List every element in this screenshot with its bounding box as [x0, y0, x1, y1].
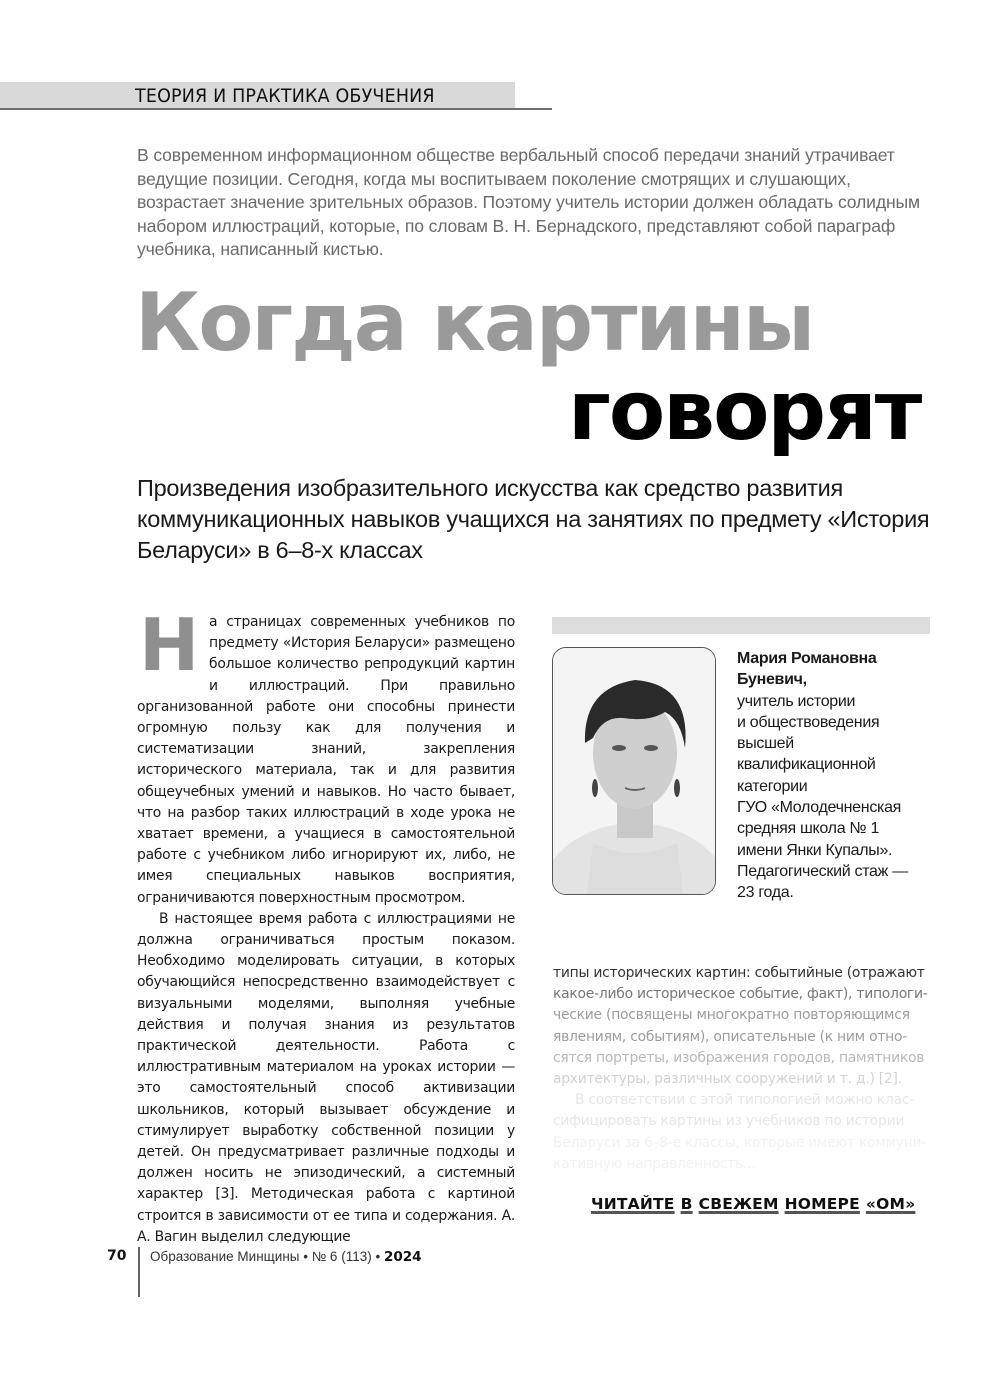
author-detail: ГУО «Молодечненская — [737, 799, 902, 817]
publication-name: Образование Минщины • № 6 (113) • — [150, 1249, 381, 1264]
author-detail: категории — [737, 777, 808, 795]
author-name: Мария Романовна Буневич, — [737, 650, 877, 689]
section-header-rule — [0, 108, 552, 110]
body-paragraph-2: В настоящее время работа с иллюстрациями не должна ограничиваться простым показом. Необходимо моделировать ситуации, в которых обучающийся непосредственно взаимодействует с визуальными моделями, выполняя учебные действия и получая знания из результатов практической деятельности. Работа с иллюстративным материалом на уроках истории — это самостоятельный способ активизации школьников, который вызывает обсуждение и стимулирует выработку собственной позиции у детей. Он предусматривает различные подходы и должен носить не эпизодический, а системный характер [3]. Методическая работа с картиной строится в зависимости от ее типа и содержания. А. А. Вагин выделил следующие — [137, 910, 515, 1245]
body-line: архитектуры, различных сооружений и т. д.) [2]. — [553, 1071, 902, 1088]
body-line: Беларуси за 6–8-е классы, которые имеют коммуни- — [553, 1134, 927, 1151]
body-line: ческие (посвящены многократно повторяющимся — [553, 1007, 910, 1024]
author-detail: высшей — [737, 735, 794, 753]
author-detail: учитель истории — [737, 692, 856, 710]
cta-word: ЧИТАЙТЕ — [591, 1195, 675, 1213]
author-detail: квалификационной — [737, 756, 876, 774]
cta-word: «ОМ» — [865, 1195, 916, 1213]
body-line: кативную направленность... — [553, 1155, 756, 1172]
body-line: явлениям, событиям), описательные (к ним отно- — [553, 1028, 907, 1045]
article-title-line1: Когда картины — [135, 276, 814, 369]
body-line: сифицировать картины из учебников по истории — [553, 1113, 905, 1130]
body-paragraph-1 — [137, 603, 515, 909]
publication-info — [150, 1249, 422, 1265]
cta-word: СВЕЖЕМ — [698, 1195, 779, 1213]
footer-divider — [138, 1247, 140, 1297]
body-line: В соответствии с этой типологией можно клас- — [575, 1092, 914, 1109]
body-column-left — [137, 603, 515, 1248]
article-subtitle: Произведения изобразительного искусства как средство развития коммуникационных навыков учащихся на занятиях по предмету «История Беларуси» в 6–8-х классах — [137, 475, 930, 563]
author-photo — [552, 647, 716, 895]
page-number: 70 — [107, 1248, 127, 1264]
body-line: какое-либо историческое событие, факт), типологи- — [553, 986, 928, 1003]
dropcap: Н — [139, 603, 200, 687]
portrait-image-icon — [553, 648, 715, 894]
body-line: типы исторических картин: событийные (отражают — [553, 965, 925, 981]
article-title-line2: говорят — [568, 364, 921, 459]
body-line: сятся портреты, изображения городов, памятников — [553, 1049, 925, 1066]
body-column-right — [553, 963, 931, 1175]
read-more-link[interactable] — [591, 1195, 921, 1213]
lead-paragraph: В современном информационном обществе вербальный способ передачи знаний утрачивает ведущие позиции. Сегодня, когда мы воспитываем поколение смотрящих и слушающих, возрастает значение зрительных образов. Поэтому учитель истории должен обладать солидным набором иллюстраций, которые, по словам В. Н. Бернадского, представляют собой параграф учебника, написанный кистью. — [137, 145, 920, 259]
author-detail: средняя школа № 1 — [737, 820, 880, 838]
section-title: ТЕОРИЯ И ПРАКТИКА ОБУЧЕНИЯ — [135, 85, 435, 107]
author-detail: 23 года. — [737, 884, 794, 902]
cta-word: НОМЕРЕ — [784, 1195, 860, 1213]
author-box-band — [552, 617, 930, 634]
paragraph-text: а страницах современных учебников по предмету «История Беларуси» размещено большое количество репродукций картин и иллюстраций. При правильно организованной работе они способны принести огромную пользу как для получения и систематизации знаний, закрепления исторического материала, так и для развития общеучебных умений и навыков. Но часто бывает, что на разбор таких иллюстраций в ходе урока не хватает времени, а учащиеся в самостоятельной работе с учебником либо игнорируют их, либо, не имея специальных навыков восприятия, ограничиваются поверхностным просмотром. — [137, 614, 515, 906]
author-detail: имени Янки Купалы». — [737, 841, 893, 859]
publication-year: 2024 — [383, 1249, 422, 1265]
author-detail: Педагогический стаж — — [737, 862, 908, 880]
author-bio — [737, 648, 937, 904]
author-detail: и обществоведения — [737, 713, 880, 731]
cta-word: В — [680, 1195, 693, 1213]
